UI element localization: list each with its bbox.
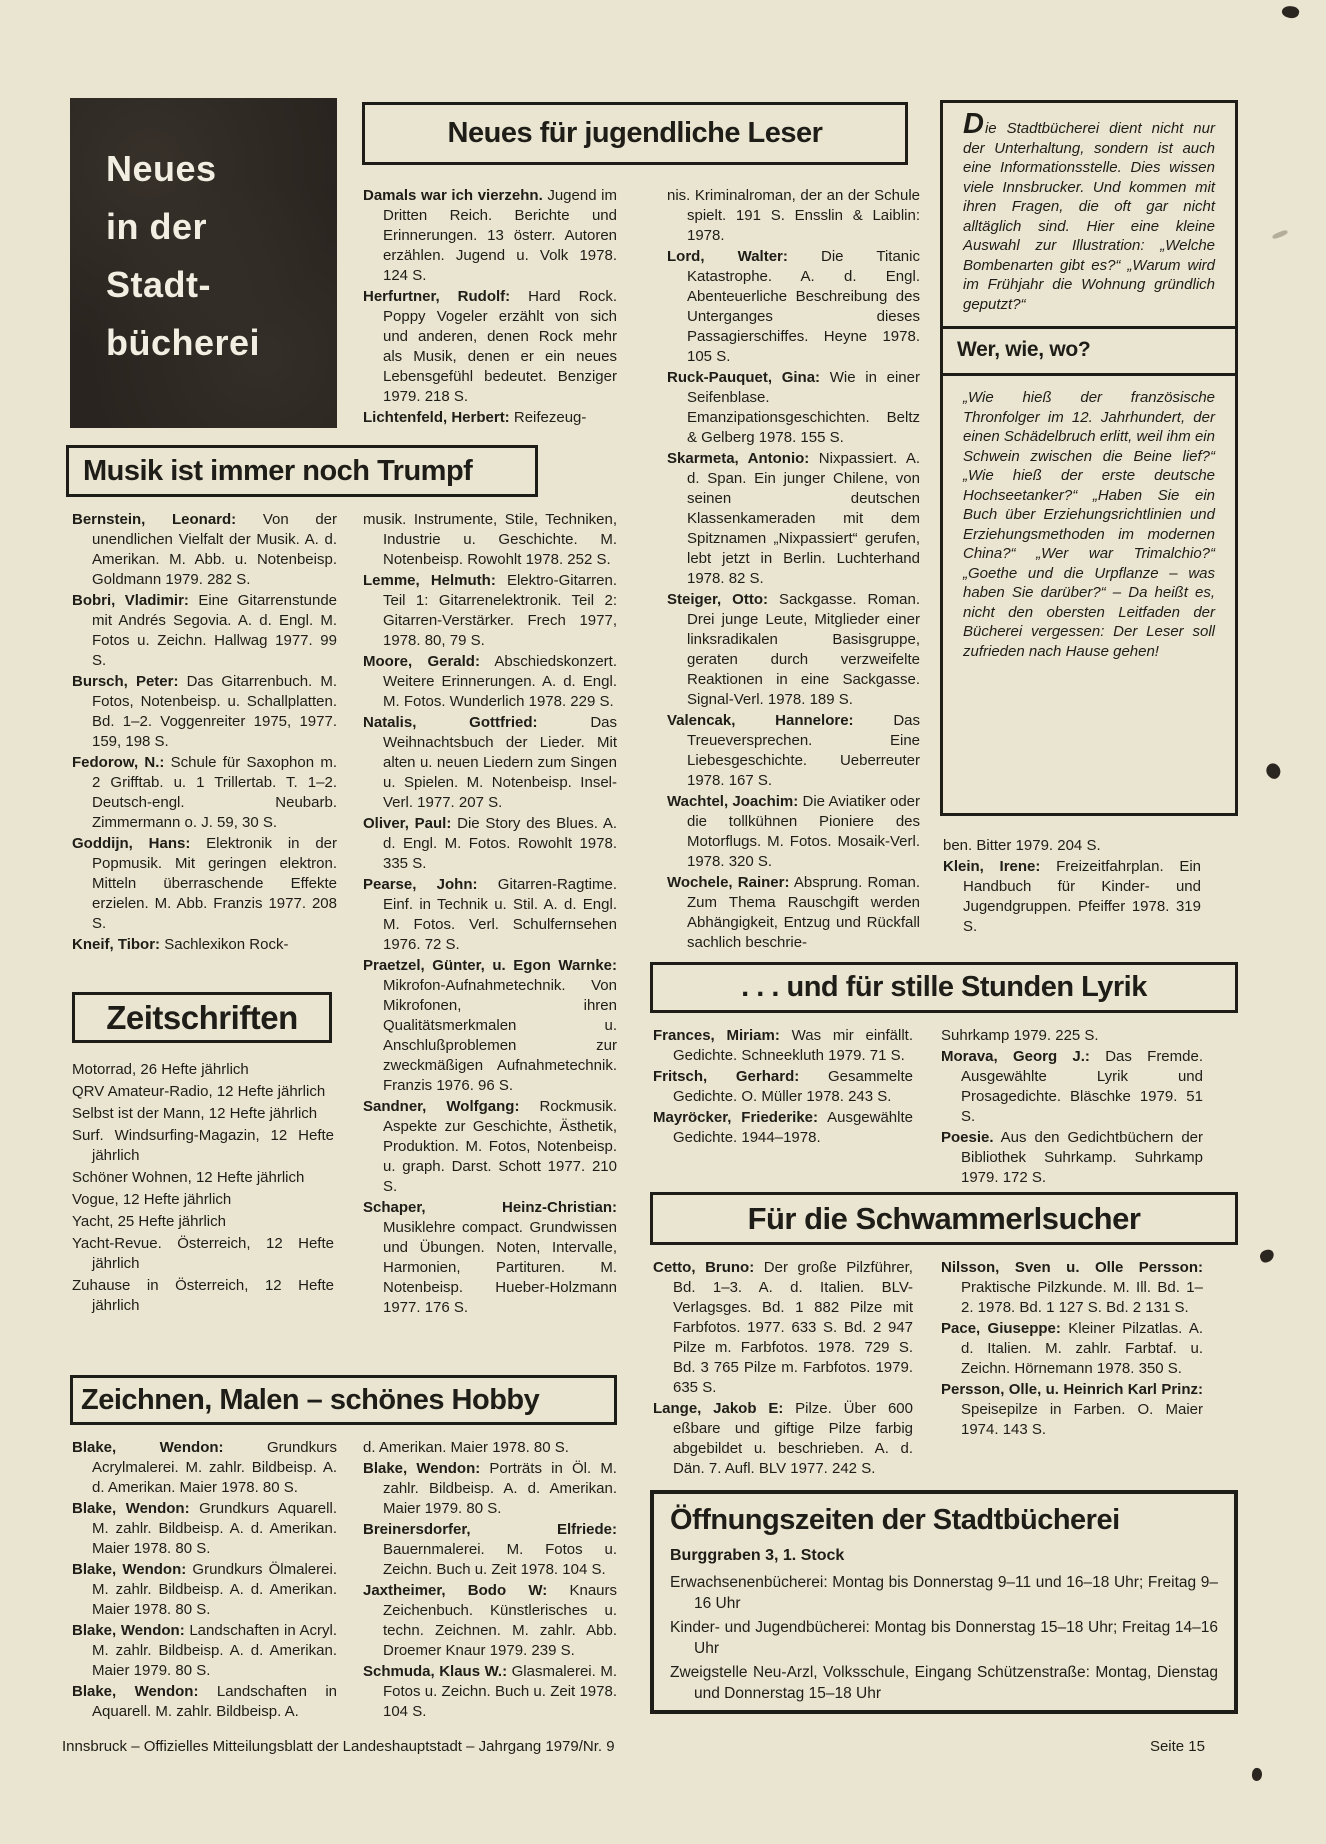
masthead-line: Neues xyxy=(106,148,217,189)
magazine-item: Zuhause in Österreich, 12 Hefte jährlich xyxy=(72,1277,334,1314)
book-author: Wochele, Rainer: xyxy=(667,874,790,891)
schwammerl-column-2 xyxy=(941,1258,1203,1441)
book-author: Skarmeta, Antonio: xyxy=(667,450,810,467)
book-entry xyxy=(363,875,617,955)
book-text: Grundkurs Aquarell. M. zahlr. Bildbeisp. A. d. Amerikan. Maier 1978. 80 S. xyxy=(92,1500,337,1557)
book-entry xyxy=(363,1097,617,1197)
book-author: Moore, Gerald: xyxy=(363,653,480,670)
book-author: Schmuda, Klaus W.: xyxy=(363,1663,508,1680)
book-entry xyxy=(363,652,617,712)
book-entry xyxy=(363,571,617,651)
book-entry xyxy=(72,510,337,590)
book-entry xyxy=(72,1499,337,1559)
library-address: Burggraben 3, 1. Stock xyxy=(670,1547,845,1564)
book-text: ben. Bitter 1979. 204 S. xyxy=(943,837,1101,854)
book-author: Valencak, Hannelore: xyxy=(667,712,854,729)
zeichnen-column-2 xyxy=(363,1438,617,1723)
magazine-item: Yacht-Revue. Österreich, 12 Hefte jährlich xyxy=(72,1235,334,1272)
book-author: Fritsch, Gerhard: xyxy=(653,1068,800,1085)
book-text: Von der unendlichen Vielfalt der Musik. A. d. Amerikan. M. Abb. u. Notenbeisp. Goldmann 1979. 282 S. xyxy=(92,511,337,588)
book-author: Natalis, Gottfried: xyxy=(363,714,538,731)
book-author: Wachtel, Joachim: xyxy=(667,793,799,810)
book-text: Speisepilze in Farben. O. Maier 1974. 143 S. xyxy=(961,1401,1203,1438)
book-entry xyxy=(943,836,1201,856)
footer-page-number: Seite 15 xyxy=(1149,1738,1205,1755)
wer-wie-wo-heading: Wer, wie, wo? xyxy=(943,326,1235,376)
book-entry xyxy=(667,873,920,953)
section-title-zeitschriften: Zeitschriften xyxy=(72,992,332,1043)
book-entry xyxy=(72,1682,337,1722)
book-text: Nixpassiert. A. d. Span. Ein junger Chilene, von seinen deutschen Klassenkameraden mit dem Spitznamen „Nixpassiert“ gerufen, lebt jetzt in Berlin. Luchterhand 1978. 82 S. xyxy=(687,450,920,587)
book-author: Pace, Giuseppe: xyxy=(941,1320,1061,1337)
book-entry xyxy=(363,713,617,813)
book-author: Blake, Wendon: xyxy=(72,1500,190,1517)
book-text: Hard Rock. Poppy Vogeler erzählt von sich und anderen, denen Rock mehr als Musik, denen er ein neues Lebensgefühl bedeutet. Benziger 1979. 218 S. xyxy=(383,288,617,405)
book-text: Porträts in Öl. M. zahlr. Bildbeisp. A. d. Amerikan. Maier 1979. 80 S. xyxy=(383,1460,617,1517)
book-text: Grundkurs Acrylmalerei. M. zahlr. Bildbeisp. A. d. Amerikan. Maier 1978. 80 S. xyxy=(92,1439,337,1496)
book-author: Praetzel, Günter, u. Egon Warnke: xyxy=(363,957,617,974)
book-text: Landschaften in Acryl. M. zahlr. Bildbeisp. A. d. Amerikan. Maier 1979. 80 S. xyxy=(92,1622,337,1679)
book-entry xyxy=(363,814,617,874)
book-entry xyxy=(667,590,920,710)
book-text: Wie in einer Seifenblase. Emanzipationsgeschichten. Beltz & Gelberg 1978. 155 S. xyxy=(687,369,920,446)
opening-hours-box xyxy=(650,1490,1238,1714)
book-entry xyxy=(72,753,337,833)
intro-paragraph-1-text: ie Stadtbücherei dient nicht nur der Unterhaltung, sondern ist auch eine Informationsstelle. Dies wissen viele Innsbrucker. Und kommen mit ihren Fragen, die oft gar nicht alltäglich sind. Hier eine kleine Auswahl zur Illustration: „Welche Bombenarten gibt es?“ „Warum wird im Frühjahr die Wohnung gründlich geputzt?“ xyxy=(963,120,1215,313)
book-author: Lange, Jakob E: xyxy=(653,1400,784,1417)
book-author: Sandner, Wolfgang: xyxy=(363,1098,520,1115)
book-author: Breinersdorfer, Elfriede: xyxy=(363,1521,617,1538)
masthead-line: Stadt- xyxy=(106,264,211,305)
book-text: Was mir einfällt. Gedichte. Schneekluth 1979. 71 S. xyxy=(673,1027,914,1064)
book-text: Suhrkamp 1979. 225 S. xyxy=(941,1027,1099,1044)
book-text: Reifezeug- xyxy=(509,409,587,426)
book-text: Elektronik in der Popmusik. Mit geringen elektron. Mitteln überraschende Effekte erzielen. M. Abb. Franzis 1977. 208 S. xyxy=(92,835,338,932)
opening-hours-line: Kinder- und Jugendbücherei: Montag bis Donnerstag 15–18 Uhr; Freitag 14–16 Uhr xyxy=(670,1619,1218,1657)
intro-paragraph-1 xyxy=(963,108,1215,314)
book-entry xyxy=(72,591,337,671)
book-text: Die Aviatiker oder die tollkühnen Pioniere des Motorflugs. M. Fotos. Mosaik-Verl. 1978. 320 S. xyxy=(687,793,921,870)
book-text: musik. Instrumente, Stile, Techniken, Industrie u. Geschichte. M. Notenbeisp. Rowohlt 1978. 252 S. xyxy=(363,511,617,568)
book-entry xyxy=(667,711,920,791)
book-text: Elektro-Gitarren. Teil 1: Gitarrenelektronik. Teil 2: Gitarren-Verstärker. Frech 1977, 1978. 80, 79 S. xyxy=(383,572,617,649)
jugend-column-1 xyxy=(363,186,617,429)
book-author: Oliver, Paul: xyxy=(363,815,452,832)
book-author: Blake, Wendon: xyxy=(363,1460,481,1477)
book-author: Cetto, Bruno: xyxy=(653,1259,755,1276)
drop-cap: D xyxy=(963,108,984,140)
scan-artifact xyxy=(1281,4,1300,20)
book-author: Blake, Wendon: xyxy=(72,1439,224,1456)
book-author: Klein, Irene: xyxy=(943,858,1041,875)
scan-artifact xyxy=(1272,229,1289,240)
book-text: Die Titanic Katastrophe. A. d. Engl. Abenteuerliche Beschreibung des Unterganges dieses Passagierschiffes. Heyne 1978. 105 S. xyxy=(687,248,920,365)
book-author: Jaxtheimer, Bodo W: xyxy=(363,1582,548,1599)
book-text: Praktische Pilzkunde. M. Ill. Bd. 1–2. 1978. Bd. 1 127 S. Bd. 2 131 S. xyxy=(961,1279,1203,1316)
book-entry xyxy=(363,1581,617,1661)
book-author: Kneif, Tibor: xyxy=(72,936,161,953)
book-text: Schule für Saxophon m. 2 Grifftab. u. 1 Trillertab. T. 1–2. Deutsch-engl. Neubarb. Zimmermann o. J. 59, 30 S. xyxy=(92,754,337,831)
scan-artifact xyxy=(1251,1767,1263,1781)
book-author: Bernstein, Leonard: xyxy=(72,511,237,528)
book-author: Ruck-Pauquet, Gina: xyxy=(667,369,821,386)
book-text: Grundkurs Ölmalerei. M. zahlr. Bildbeisp. A. d. Amerikan. Maier 1978. 80 S. xyxy=(92,1561,337,1618)
book-text: Das Gitarrenbuch. M. Fotos, Notenbeisp. u. Schallplatten. Bd. 1–2. Voggenreiter 1975, 1977. 159, 198 S. xyxy=(92,673,337,750)
book-author: Blake, Wendon: xyxy=(72,1683,199,1700)
book-text: nis. Kriminalroman, der an der Schule spielt. 191 S. Ensslin & Laiblin: 1978. xyxy=(667,187,920,244)
book-entry xyxy=(941,1047,1203,1127)
book-entry xyxy=(363,287,617,407)
book-author: Poesie. xyxy=(941,1129,994,1146)
zeitschriften-list xyxy=(72,1060,334,1318)
musik-column-1 xyxy=(72,510,337,956)
book-entry xyxy=(653,1026,913,1066)
book-text: Abschiedskonzert. Weitere Erinnerungen. A. d. Engl. M. Fotos. Wunderlich 1978. 229 S. xyxy=(383,653,617,710)
book-author: Schaper, Heinz-Christian: xyxy=(363,1199,617,1216)
book-author: Nilsson, Sven u. Olle Persson: xyxy=(941,1259,1203,1276)
intro-paragraph-2: „Wie hieß der französische Thronfolger im 12. Jahrhundert, der einen Schädelbruch erlitt, weil ihm ein Schwein zwischen die Beine lief?“ „Wie hieß der erste deutsche Hochseetanker?“ „Haben Sie ein Buch über Erziehungsrichtlinien und Erziehungsmethoden im modernen China?“ „Wer war Trimalchio?“ „Goethe und die Urpflanze – was haben Sie darüber?“ – Da heißt es, nicht den obersten Leitfaden der Bücherei vergessen: Der Leser soll zufrieden nach Hause gehen! xyxy=(963,389,1215,660)
book-text: Jugend im Dritten Reich. Berichte und Erinnerungen. 13 österr. Autoren erzählen. Jugend u. Volk 1978. 124 S. xyxy=(383,187,617,284)
footer-publication-line: Innsbruck – Offizielles Mitteilungsblatt der Landeshauptstadt – Jahrgang 1979/Nr. 9 xyxy=(62,1738,615,1755)
book-entry xyxy=(363,1438,617,1458)
book-author: Morava, Georg J.: xyxy=(941,1048,1090,1065)
magazine-item: Motorrad, 26 Hefte jährlich xyxy=(72,1061,249,1078)
book-text: Sachlexikon Rock- xyxy=(160,936,289,953)
jugend-continuation-column xyxy=(943,836,1201,938)
jugend-column-2 xyxy=(667,186,920,954)
book-text: Das Weihnachtsbuch der Lieder. Mit alten u. neuen Liedern zum Singen u. Spielen. M. Notenbeisp. Insel-Verl. 1977. 207 S. xyxy=(383,714,617,811)
musik-column-2 xyxy=(363,510,617,1319)
book-text: Absprung. Roman. Zum Thema Rauschgift werden Abhängigkeit, Entzug und Rückfall sachlich beschrie- xyxy=(687,874,920,951)
lyrik-column-1 xyxy=(653,1026,913,1149)
book-entry xyxy=(363,1662,617,1722)
book-text: Gitarren-Ragtime. Einf. in Technik u. Stil. A. d. Engl. M. Fotos. Verl. Schulfernsehen 1976. 72 S. xyxy=(383,876,617,953)
book-text: Sackgasse. Roman. Drei junge Leute, Mitglieder einer linksradikalen Basisgruppe, geraten durch verzweifelte Reaktionen in eine Sackgasse. Signal-Verl. 1978. 189 S. xyxy=(687,591,920,708)
book-entry xyxy=(667,247,920,367)
book-text: Rockmusik. Aspekte zur Geschichte, Ästhetik, Produktion. M. Fotos, Notenbeisp. u. graph. Darst. Schott 1977. 210 S. xyxy=(383,1098,617,1195)
book-entry xyxy=(72,672,337,752)
book-entry xyxy=(653,1399,913,1479)
book-entry xyxy=(72,1621,337,1681)
opening-hours-title: Öffnungszeiten der Stadtbücherei xyxy=(670,1504,1120,1536)
magazine-item: Selbst ist der Mann, 12 Hefte jährlich xyxy=(72,1105,318,1122)
book-entry xyxy=(363,510,617,570)
book-author: Pearse, John: xyxy=(363,876,478,893)
magazine-item: Yacht, 25 Hefte jährlich xyxy=(72,1213,226,1230)
book-author: Persson, Olle, u. Heinrich Karl Prinz: xyxy=(941,1381,1203,1398)
book-entry xyxy=(363,408,617,428)
opening-hours-line: Zweigstelle Neu-Arzl, Volksschule, Eingang Schützenstraße: Montag, Dienstag und Donnerstag 15–18 Uhr xyxy=(670,1664,1218,1702)
opening-hours-line: Erwachsenenbücherei: Montag bis Donnerstag 9–11 und 16–18 Uhr; Freitag 9–16 Uhr xyxy=(670,1574,1218,1612)
book-author: Fedorow, N.: xyxy=(72,754,165,771)
book-text: Mikrofon-Aufnahmetechnik. Von Mikrofonen, ihren Qualitätsmerkmalen u. Anschlußproblemen zur zweckmäßigen Aufnahmetechnik. Franzis 1976. 96 S. xyxy=(383,977,617,1094)
book-author: Blake, Wendon: xyxy=(72,1622,185,1639)
scan-artifact xyxy=(1258,1248,1275,1264)
book-author: Herfurtner, Rudolf: xyxy=(363,288,511,305)
lyrik-column-2 xyxy=(941,1026,1203,1189)
book-text: Kleiner Pilzatlas. A. d. Italien. M. zahlr. Farbtaf. u. Zeichn. Hörnemann 1978. 350 S. xyxy=(961,1320,1204,1377)
book-text: Musiklehre compact. Grundwissen und Übungen. Noten, Intervalle, Harmonien, Partituren. M. Notenbeisp. Hueber-Holzmann 1977. 176 S. xyxy=(383,1219,617,1316)
book-entry xyxy=(941,1026,1203,1046)
book-text: Freizeitfahrplan. Ein Handbuch für Kinder- und Jugendgruppen. Pfeiffer 1978. 319 S. xyxy=(963,858,1201,935)
book-author: Blake, Wendon: xyxy=(72,1561,187,1578)
book-text: Der große Pilzführer, Bd. 1–3. A. d. Italien. BLV-Verlagsges. Bd. 1 882 Pilze mit Farbfotos. 1977. 633 S. Bd. 2 947 Pilze m. Farbfotos. 1978. 729 S. Bd. 3 765 Pilze m. Farbfotos. 1979. 635 S. xyxy=(673,1259,913,1396)
section-title-zeichnen-malen: Zeichnen, Malen – schönes Hobby xyxy=(70,1375,617,1425)
magazine-item: QRV Amateur-Radio, 12 Hefte jährlich xyxy=(72,1083,326,1100)
book-text: Die Story des Blues. A. d. Engl. M. Fotos. Rowohlt 1978. 335 S. xyxy=(383,815,617,872)
section-title-jugendliche-leser: Neues für jugendliche Leser xyxy=(362,102,908,165)
book-entry xyxy=(653,1258,913,1398)
book-author: Bobri, Vladimir: xyxy=(72,592,189,609)
masthead-line: bücherei xyxy=(106,322,261,363)
book-text: Das Treueversprechen. Eine Liebesgeschichte. Ueberreuter 1978. 167 S. xyxy=(687,712,920,789)
book-author: Goddijn, Hans: xyxy=(72,835,191,852)
book-text: Knaurs Zeichenbuch. Künstlerisches u. techn. Zeichnen. M. zahlr. Abb. Droemer Knaur 1979. 239 S. xyxy=(383,1582,617,1659)
book-entry xyxy=(363,186,617,286)
book-entry xyxy=(667,186,920,246)
book-entry xyxy=(72,834,337,934)
book-entry xyxy=(363,1198,617,1318)
book-entry xyxy=(941,1258,1203,1318)
book-entry xyxy=(667,449,920,589)
book-entry xyxy=(363,956,617,1096)
book-author: Steiger, Otto: xyxy=(667,591,768,608)
book-entry xyxy=(72,1560,337,1620)
book-entry xyxy=(941,1128,1203,1188)
book-text: Ausgewählte Gedichte. 1944–1978. xyxy=(673,1109,913,1146)
book-author: Frances, Miriam: xyxy=(653,1027,780,1044)
book-entry xyxy=(653,1108,913,1148)
book-author: Damals war ich vierzehn. xyxy=(363,187,543,204)
book-text: d. Amerikan. Maier 1978. 80 S. xyxy=(363,1439,569,1456)
magazine-item: Surf. Windsurfing-Magazin, 12 Hefte jährlich xyxy=(72,1127,334,1164)
book-text: Gesammelte Gedichte. O. Müller 1978. 243 S. xyxy=(673,1068,913,1105)
book-entry xyxy=(363,1459,617,1519)
scan-artifact xyxy=(1263,761,1283,781)
magazine-item: Vogue, 12 Hefte jährlich xyxy=(72,1191,232,1208)
schwammerl-column-1 xyxy=(653,1258,913,1480)
book-text: Bauernmalerei. M. Fotos u. Zeichn. Buch u. Zeit 1978. 104 S. xyxy=(383,1541,617,1578)
book-entry xyxy=(941,1380,1203,1440)
book-entry xyxy=(653,1067,913,1107)
book-author: Bursch, Peter: xyxy=(72,673,179,690)
masthead-box xyxy=(70,98,337,428)
book-entry xyxy=(941,1319,1203,1379)
book-author: Lemme, Helmuth: xyxy=(363,572,496,589)
book-entry xyxy=(363,1520,617,1580)
section-title-musik: Musik ist immer noch Trumpf xyxy=(66,445,538,497)
book-author: Mayröcker, Friederike: xyxy=(653,1109,819,1126)
masthead-line: in der xyxy=(106,206,208,247)
book-entry xyxy=(943,857,1201,937)
book-text: Aus den Gedichtbüchern der Bibliothek Suhrkamp. Suhrkamp 1979. 172 S. xyxy=(961,1129,1203,1186)
book-entry xyxy=(72,935,337,955)
magazine-item: Schöner Wohnen, 12 Hefte jährlich xyxy=(72,1169,305,1186)
section-title-schwammerlsucher: Für die Schwammerlsucher xyxy=(650,1192,1238,1245)
book-entry xyxy=(667,368,920,448)
book-entry xyxy=(72,1438,337,1498)
book-entry xyxy=(667,792,920,872)
opening-hours-list xyxy=(670,1572,1218,1704)
section-title-lyrik: . . . und für stille Stunden Lyrik xyxy=(650,962,1238,1013)
book-text: Pilze. Über 600 eßbare und giftige Pilze farbig abgebildet u. beschrieben. A. d. Dän. 7. Aufl. BLV 1977. 242 S. xyxy=(673,1400,913,1477)
book-text: Landschaften in Aquarell. M. zahlr. Bildbeisp. A. xyxy=(92,1683,337,1720)
book-author: Lord, Walter: xyxy=(667,248,788,265)
library-info-box xyxy=(940,100,1238,816)
zeichnen-column-1 xyxy=(72,1438,337,1723)
book-text: Das Fremde. Ausgewählte Lyrik und Prosagedichte. Bläschke 1979. 51 S. xyxy=(961,1048,1203,1125)
book-author: Lichtenfeld, Herbert: xyxy=(363,409,510,426)
book-text: Eine Gitarrenstunde mit Andrés Segovia. A. d. Engl. M. Fotos u. Zeichn. Hallwag 1977. 99 S. xyxy=(92,592,338,669)
book-text: Glasmalerei. M. Fotos u. Zeichn. Buch u. Zeit 1978. 104 S. xyxy=(383,1663,617,1720)
